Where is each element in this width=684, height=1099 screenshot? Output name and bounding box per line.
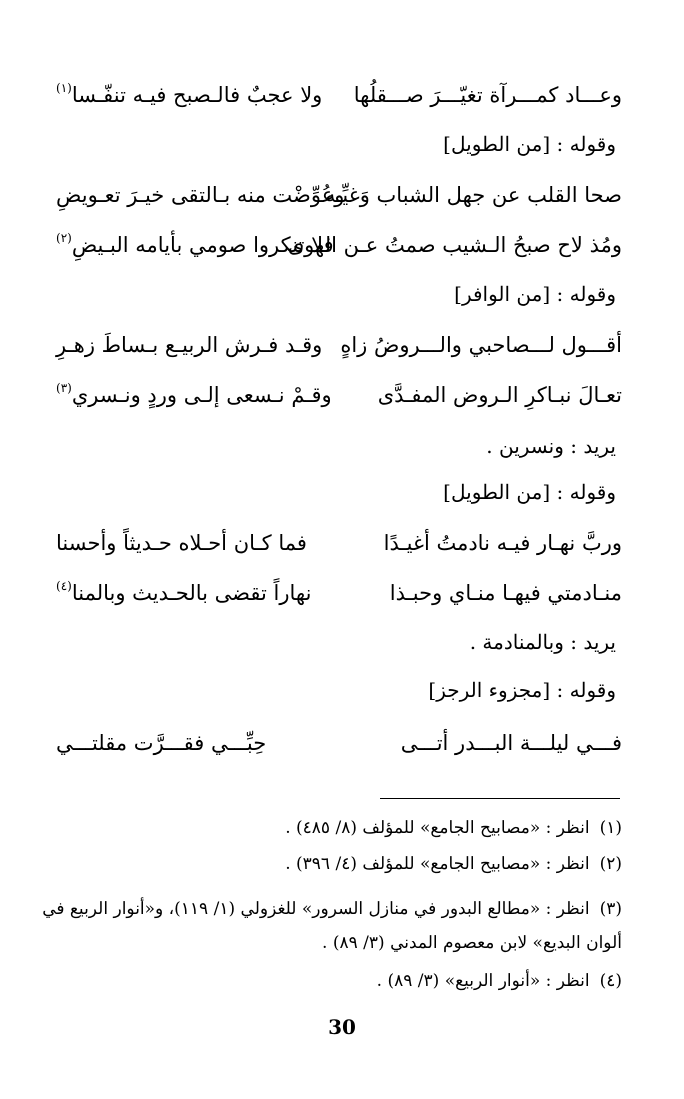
verse-intro: وقوله : [من الوافر] <box>454 282 616 306</box>
verse-hemistich-right: وعـــاد كمـــرآة تغيّـــرَ صـــقلُها <box>353 83 622 107</box>
footnote-number: (٢) <box>599 854 622 874</box>
footnote-marker: (٢) <box>56 231 72 245</box>
verse-hemistich-left: حِبِّـــي فقـــرَّت مقلتـــي <box>56 731 267 755</box>
verse-comment: يريد : ونسرين . <box>486 434 616 458</box>
footnote <box>285 851 622 877</box>
verse-hemistich-left <box>56 380 332 410</box>
footnote <box>42 896 622 922</box>
footnote-separator <box>380 798 620 799</box>
footnote-marker: (٤) <box>56 579 72 593</box>
footnote-number: (٤) <box>599 971 622 991</box>
footnote <box>377 968 622 994</box>
verse-intro: وقوله : [من الطويل] <box>443 480 616 504</box>
verse-hemistich-right: تعـالَ نبـاكرِ الـروض المفـدَّى <box>377 383 622 407</box>
verse-hemistich-left <box>56 80 322 110</box>
verse-intro: وقوله : [مجزوء الرجز] <box>428 678 616 702</box>
verse-hemistich-right: وربَّ نهـار فيـه نادمتُ أغيـدًا <box>383 531 622 555</box>
verse-hemistich-right: صحا القلب عن جهل الشباب وَغيِّـه <box>324 183 622 207</box>
verse-hemistich-right: فـــي ليلـــة البـــدر أتـــى <box>400 731 622 755</box>
hemistich-text: ولا عجبٌ فالـصبح فيـه تنفّـسا <box>71 83 323 107</box>
footnote-text: انظر : «مصابيح الجامع» للمؤلف (٤/ ٣٩٦) . <box>285 854 590 874</box>
hemistich-text: نهاراً تقضى بالحـديث وبالمنا <box>71 581 312 605</box>
hemistich-text: فلا تنكروا صومي بأيامه البـيضِ <box>71 233 334 257</box>
footnote-number: (٣) <box>599 899 622 919</box>
verse-hemistich-left: فما كـان أحـلاه حـديثاً وأحسنا <box>56 531 307 555</box>
page-number: 30 <box>328 1015 356 1039</box>
verse-hemistich-left <box>56 230 334 260</box>
footnote-text: انظر : «مطالع البدور في منازل السرور» للغزولي (١/ ١١٩)، و«أنوار الربيع في <box>42 899 590 919</box>
footnote-text: انظر : «مصابيح الجامع» للمؤلف (٨/ ٤٨٥) . <box>285 818 590 838</box>
verse-hemistich-right: أقـــول لـــصاحبي والـــروضُ زاهٍ <box>340 333 622 357</box>
footnote-continuation: ألوان البديع» لابن معصوم المدني (٣/ ٨٩) . <box>322 933 622 953</box>
verse-hemistich-left <box>56 578 311 608</box>
footnote-number: (١) <box>599 818 622 838</box>
footnote <box>285 815 622 841</box>
verse-intro: وقوله : [من الطويل] <box>443 132 616 156</box>
hemistich-text: وقـمْ نـسعى إلـى وردٍ ونـسري <box>71 383 332 407</box>
verse-hemistich-left: وقـد فـرش الربيـع بـساطَ زهـرِ <box>56 333 323 357</box>
verse-hemistich-right: منـادمتي فيهـا منـاي وحبـذا <box>389 581 622 605</box>
footnote-marker: (١) <box>56 81 72 95</box>
footnote-marker: (٣) <box>56 381 72 395</box>
verse-hemistich-right: ومُذ لاح صبحُ الـشيب صمتُ عـن الهوى <box>287 233 622 257</box>
verse-comment: يريد : وبالمنادمة . <box>469 630 616 654</box>
footnote-text: انظر : «أنوار الربيع» (٣/ ٨٩) . <box>376 971 590 991</box>
verse-hemistich-left: وعُوِّضْت منه بـالتقى خيـرَ تعـويضِ <box>56 183 345 207</box>
